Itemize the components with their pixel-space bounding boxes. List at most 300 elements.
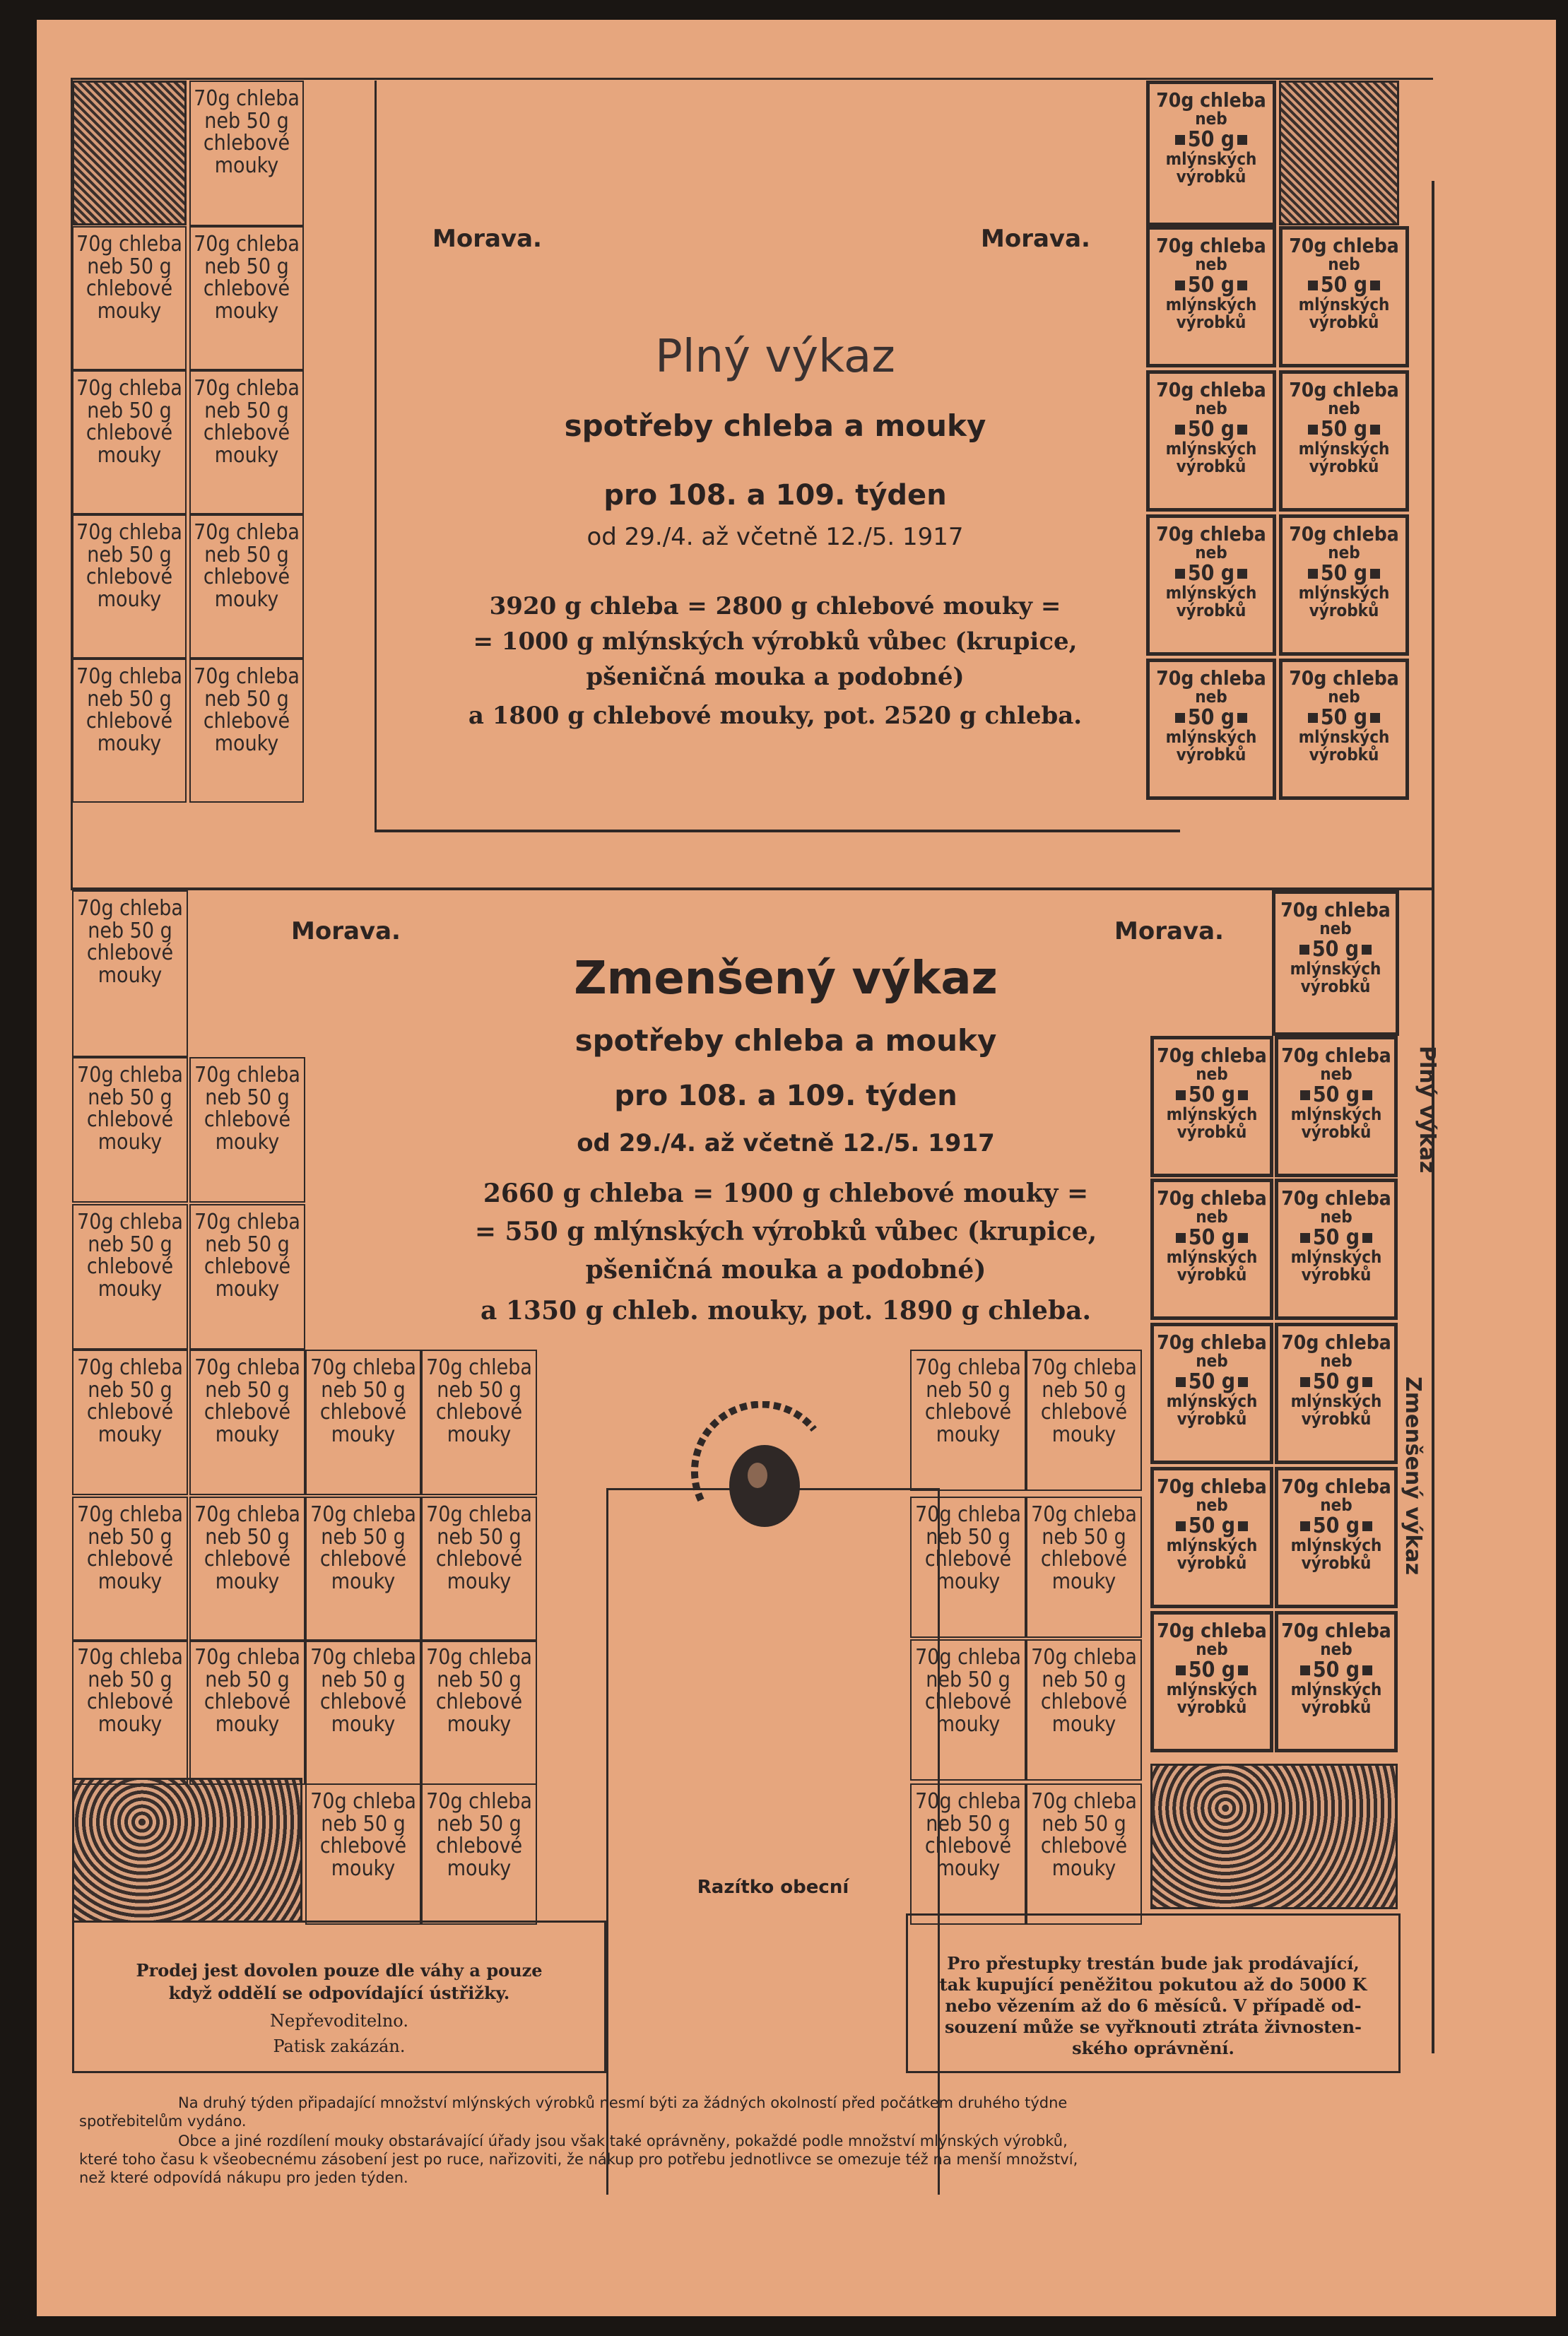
- coupon-line: 70g chleba: [310, 1355, 416, 1380]
- coupon-line: chlebové: [203, 131, 290, 155]
- mill-coupon[interactable]: [1275, 1179, 1398, 1320]
- coupon-line: chlebové: [924, 1689, 1012, 1714]
- coupon-line: chlebové: [1040, 1834, 1128, 1858]
- coupon-line: neb: [1195, 254, 1227, 275]
- coupon-line: mlýnských: [1290, 959, 1381, 979]
- mill-coupon[interactable]: [1275, 1611, 1398, 1752]
- bread-coupon[interactable]: [72, 890, 188, 1057]
- mill-coupon[interactable]: [1150, 1036, 1273, 1177]
- lower-left-pattern: [72, 1778, 302, 1923]
- coupon-line: 70g chleba: [77, 1063, 183, 1087]
- coupon-line: mouky: [214, 731, 279, 756]
- coupon-line: neb 50 g: [321, 1377, 406, 1403]
- coupon-line: chlebové: [86, 1400, 174, 1424]
- lower-frame-top: [71, 887, 1434, 890]
- mill-coupon[interactable]: [1150, 1323, 1273, 1464]
- coupon-line: 70g chleba: [1289, 522, 1399, 545]
- bread-coupon[interactable]: [189, 226, 304, 370]
- coupon-line: chlebové: [86, 1254, 174, 1279]
- coupon-line: 70g chleba: [915, 1502, 1021, 1527]
- notice-right-line4: souzení může se vyřknouti ztráta živnosten-: [945, 2017, 1362, 2037]
- coupon-line: mlýnských: [1290, 1247, 1382, 1268]
- mill-coupon[interactable]: [1146, 81, 1276, 226]
- bread-coupon[interactable]: [189, 1497, 305, 1642]
- bread-coupon[interactable]: [189, 1057, 305, 1203]
- coupon-line: mlýnských: [1298, 583, 1390, 603]
- coupon-line: mouky: [98, 1711, 163, 1737]
- coupon-line: mouky: [936, 1569, 1001, 1594]
- coupon-line: neb: [1196, 1495, 1228, 1516]
- coupon-line: neb: [1328, 254, 1360, 275]
- mill-coupon[interactable]: [1146, 659, 1276, 800]
- coupon-line: neb: [1195, 543, 1227, 563]
- coupon-line: 70g chleba: [915, 1789, 1021, 1814]
- coupon-line: neb 50 g: [204, 254, 289, 279]
- coupon-line: 70g chleba: [77, 1502, 183, 1527]
- coupon-line: chlebové: [435, 1547, 523, 1571]
- coupon-line: neb 50 g: [926, 1811, 1010, 1836]
- coupon-line: 50 g: [1150, 562, 1273, 585]
- coupon-line: mlýnských: [1165, 439, 1257, 459]
- coupon-line: 70g chleba: [1280, 898, 1391, 921]
- notice-right-line1: Pro přestupky trestán bude jak prodávající,: [947, 1953, 1360, 1974]
- coupon-line: neb 50 g: [87, 542, 172, 567]
- upper-line4: a 1800 g chlebové mouky, pot. 2520 g chleba.: [468, 702, 1083, 730]
- mill-coupon[interactable]: [1279, 514, 1409, 656]
- coupon-line: neb: [1320, 1639, 1352, 1660]
- coupon-line: neb 50 g: [87, 254, 172, 279]
- stamp-label: Razítko obecní: [697, 1877, 849, 1898]
- bread-coupon[interactable]: [1026, 1783, 1142, 1925]
- coupon-line: chlebové: [203, 420, 290, 445]
- coupon-line: výrobků: [1176, 312, 1246, 333]
- coupon-line: 70g chleba: [194, 232, 300, 256]
- coupon-line: neb: [1328, 543, 1360, 563]
- coupon-line: chlebové: [319, 1400, 407, 1424]
- coupon-line: 70g chleba: [194, 1645, 300, 1670]
- notice-left-line3: Nepřevoditelno.: [270, 2011, 408, 2031]
- footer-line2: spotřebitelům vydáno.: [79, 2113, 247, 2130]
- coupon-line: 70g chleba: [1156, 234, 1266, 257]
- coupon-line: mouky: [214, 153, 279, 178]
- coupon-line: neb 50 g: [204, 108, 289, 134]
- notice-right-line3: nebo vězením až do 6 měsíců. V případě od-: [945, 1995, 1362, 2016]
- official-seal-icon: [673, 1401, 856, 1571]
- coupon-line: 70g chleba: [194, 1355, 300, 1380]
- coupon-line: neb 50 g: [321, 1811, 406, 1836]
- coupon-line: chlebové: [204, 1254, 291, 1279]
- upper-text-border-left: [375, 81, 377, 831]
- coupon-line: výrobků: [1309, 312, 1379, 333]
- footer-line1: Na druhý týden připadající množství mlýnských výrobků nesmí býti za žádných okolností před počátkem druhého týdne: [178, 2094, 1068, 2111]
- coupon-line: chlebové: [204, 1689, 291, 1714]
- upper-subtitle: spotřeby chleba a mouky: [564, 408, 986, 443]
- lower-region-left: Morava.: [291, 917, 401, 945]
- mill-coupon[interactable]: [1279, 226, 1409, 367]
- coupon-line: chlebové: [204, 1547, 291, 1571]
- coupon-line: mouky: [98, 1422, 163, 1447]
- coupon-line: výrobků: [1301, 1409, 1372, 1429]
- footer-line5: než které odpovídá nákupu pro jeden týden.: [79, 2169, 408, 2186]
- coupon-line: 50 g: [1154, 1515, 1270, 1538]
- coupon-line: 70g chleba: [1157, 1044, 1267, 1067]
- coupon-line: neb 50 g: [88, 1524, 172, 1550]
- bread-coupon[interactable]: [189, 514, 304, 659]
- coupon-line: 50 g: [1283, 707, 1405, 729]
- coupon-line: neb 50 g: [437, 1524, 521, 1550]
- coupon-line: neb: [1320, 1495, 1352, 1516]
- bread-coupon[interactable]: [305, 1497, 421, 1642]
- coupon-line: chlebové: [86, 709, 173, 733]
- coupon-line: neb: [1328, 687, 1360, 707]
- coupon-line: chlebové: [86, 1547, 174, 1571]
- coupon-line: mouky: [447, 1856, 512, 1881]
- coupon-line: 70g chleba: [1156, 88, 1266, 112]
- coupon-line: chlebové: [86, 1107, 174, 1132]
- upper-text-border-bottom: [375, 830, 1180, 832]
- coupon-line: chlebové: [203, 565, 290, 589]
- bread-coupon[interactable]: [189, 370, 304, 514]
- coupon-line: 70g chleba: [1281, 1186, 1391, 1210]
- bread-coupon[interactable]: [421, 1497, 537, 1642]
- lower-subtitle: spotřeby chleba a mouky: [574, 1023, 997, 1058]
- coupon-line: mlýnských: [1166, 1680, 1258, 1700]
- coupon-line: mouky: [331, 1569, 396, 1594]
- coupon-line: 70g chleba: [426, 1355, 532, 1380]
- coupon-line: mouky: [97, 442, 162, 468]
- coupon-line: výrobků: [1301, 1265, 1372, 1285]
- coupon-line: 50 g: [1275, 938, 1396, 961]
- coupon-line: 50 g: [1154, 1659, 1270, 1682]
- coupon-line: 70g chleba: [76, 664, 182, 689]
- bread-coupon[interactable]: [910, 1350, 1026, 1491]
- coupon-line: výrobků: [1301, 1122, 1372, 1143]
- bread-coupon[interactable]: [910, 1783, 1026, 1925]
- coupon-line: chlebové: [319, 1547, 407, 1571]
- coupon-line: neb 50 g: [204, 398, 289, 423]
- coupon-line: 50 g: [1150, 418, 1273, 441]
- coupon-line: neb 50 g: [204, 542, 289, 567]
- coupon-line: výrobků: [1309, 601, 1379, 621]
- coupon-line: výrobků: [1309, 456, 1379, 477]
- coupon-line: neb: [1195, 687, 1227, 707]
- upper-line2: = 1000 g mlýnských výrobků vůbec (krupice,: [473, 627, 1078, 656]
- coupon-line: mouky: [98, 1129, 163, 1155]
- coupon-line: mouky: [936, 1856, 1001, 1881]
- coupon-line: chlebové: [435, 1689, 523, 1714]
- coupon-line: 50 g: [1154, 1371, 1270, 1393]
- bread-coupon[interactable]: [189, 1350, 305, 1495]
- mill-coupon[interactable]: [1279, 370, 1409, 512]
- coupon-line: neb 50 g: [205, 1524, 290, 1550]
- coupon-line: 70g chleba: [194, 520, 300, 545]
- coupon-line: 70g chleba: [915, 1645, 1021, 1670]
- coupon-line: neb 50 g: [88, 1085, 172, 1110]
- coupon-line: mlýnských: [1290, 1680, 1382, 1700]
- coupon-line: 70g chleba: [77, 896, 183, 921]
- notice-left-line2: když oddělí se odpovídající ústřižky.: [168, 1983, 510, 2003]
- coupon-line: 70g chleba: [1289, 378, 1399, 401]
- coupon-line: neb 50 g: [1042, 1377, 1126, 1403]
- coupon-line: 50 g: [1278, 1227, 1394, 1249]
- coupon-line: 50 g: [1283, 418, 1405, 441]
- upper-dates: od 29./4. až včetně 12./5. 1917: [586, 523, 964, 551]
- coupon-line: chlebové: [1040, 1689, 1128, 1714]
- stamp-area: [606, 1488, 940, 2195]
- coupon-line: neb 50 g: [926, 1667, 1010, 1692]
- bread-coupon[interactable]: [910, 1497, 1026, 1638]
- notice-left-line4: Patisk zakázán.: [273, 2036, 406, 2056]
- bread-coupon[interactable]: [1026, 1639, 1142, 1781]
- mill-coupon[interactable]: [1146, 370, 1276, 512]
- coupon-line: 70g chleba: [426, 1645, 532, 1670]
- coupon-line: výrobků: [1176, 745, 1246, 765]
- coupon-line: 70g chleba: [194, 86, 300, 111]
- coupon-line: neb: [1195, 399, 1227, 419]
- coupon-line: mlýnských: [1298, 439, 1390, 459]
- upper-region-right: Morava.: [981, 225, 1090, 253]
- coupon-line: 70g chleba: [310, 1645, 416, 1670]
- bread-coupon[interactable]: [72, 514, 187, 659]
- coupon-line: neb 50 g: [88, 1232, 172, 1257]
- mill-coupon[interactable]: [1275, 1036, 1398, 1177]
- coupon-line: neb: [1328, 399, 1360, 419]
- mill-coupon[interactable]: [1275, 1467, 1398, 1608]
- coupon-line: chlebové: [86, 1689, 174, 1714]
- coupon-line: výrobků: [1176, 167, 1246, 187]
- coupon-line: mlýnských: [1166, 1535, 1258, 1556]
- coupon-line: 50 g: [1150, 274, 1273, 297]
- coupon-line: mouky: [98, 1569, 163, 1594]
- coupon-line: chlebové: [86, 940, 174, 965]
- lower-title: Zmenšený výkaz: [574, 952, 998, 1005]
- coupon-line: chlebové: [1040, 1400, 1128, 1424]
- coupon-line: chlebové: [924, 1547, 1012, 1571]
- bread-coupon[interactable]: [189, 1204, 305, 1350]
- coupon-line: 70g chleba: [1156, 666, 1266, 690]
- coupon-line: 70g chleba: [1281, 1475, 1391, 1498]
- coupon-line: neb 50 g: [87, 398, 172, 423]
- upper-left-pattern: [72, 81, 187, 225]
- coupon-line: 50 g: [1278, 1515, 1394, 1538]
- bread-coupon[interactable]: [421, 1639, 537, 1785]
- mill-coupon[interactable]: [1150, 1467, 1273, 1608]
- coupon-line: neb 50 g: [321, 1667, 406, 1692]
- coupon-line: chlebové: [86, 276, 173, 301]
- bread-coupon[interactable]: [305, 1639, 421, 1785]
- coupon-line: neb 50 g: [205, 1667, 290, 1692]
- mill-coupon[interactable]: [1146, 226, 1276, 367]
- coupon-line: výrobků: [1177, 1553, 1247, 1574]
- coupon-line: 70g chleba: [77, 1210, 183, 1234]
- lower-dates: od 29./4. až včetně 12./5. 1917: [577, 1129, 995, 1157]
- coupon-line: 70g chleba: [1031, 1789, 1137, 1814]
- coupon-line: mlýnských: [1298, 295, 1390, 315]
- coupon-line: mlýnských: [1165, 583, 1257, 603]
- coupon-line: 70g chleba: [194, 376, 300, 401]
- coupon-line: neb: [1320, 1207, 1352, 1227]
- coupon-line: 70g chleba: [1031, 1645, 1137, 1670]
- upper-weeks: pro 108. a 109. týden: [603, 479, 947, 512]
- coupon-line: 50 g: [1150, 707, 1273, 729]
- coupon-line: neb: [1320, 1351, 1352, 1371]
- coupon-line: mouky: [447, 1711, 512, 1737]
- coupon-line: mouky: [936, 1711, 1001, 1737]
- coupon-line: 70g chleba: [1157, 1186, 1267, 1210]
- coupon-line: 70g chleba: [1031, 1355, 1137, 1380]
- mill-coupon[interactable]: [1150, 1611, 1273, 1752]
- coupon-line: 70g chleba: [77, 1355, 183, 1380]
- coupon-line: mouky: [215, 1569, 280, 1594]
- bread-coupon[interactable]: [910, 1639, 1026, 1781]
- footer-line4: které toho času k všeobecnému zásobení jest po ruce, nařizoviti, že nákup pro potřebu jednotlivce se omezuje též na menší množství,: [79, 2151, 1078, 2168]
- bread-coupon[interactable]: [305, 1783, 421, 1925]
- coupon-line: chlebové: [203, 276, 290, 301]
- coupon-line: mouky: [1051, 1711, 1116, 1737]
- coupon-line: mlýnských: [1165, 295, 1257, 315]
- coupon-line: 70g chleba: [194, 1502, 300, 1527]
- coupon-line: neb 50 g: [1042, 1811, 1126, 1836]
- coupon-line: 50 g: [1150, 129, 1273, 151]
- coupon-line: mouky: [1051, 1422, 1116, 1447]
- coupon-line: chlebové: [86, 420, 173, 445]
- lower-right-pattern: [1150, 1764, 1398, 1909]
- bread-coupon[interactable]: [421, 1350, 537, 1495]
- coupon-line: 70g chleba: [77, 1645, 183, 1670]
- coupon-line: 50 g: [1278, 1659, 1394, 1682]
- coupon-line: mouky: [214, 586, 279, 612]
- coupon-line: neb 50 g: [205, 1085, 290, 1110]
- upper-title: Plný výkaz: [655, 331, 895, 383]
- mill-coupon[interactable]: [1272, 890, 1399, 1036]
- coupon-line: 70g chleba: [426, 1789, 532, 1814]
- coupon-line: chlebové: [435, 1834, 523, 1858]
- coupon-line: neb 50 g: [1042, 1524, 1126, 1550]
- coupon-line: neb 50 g: [88, 1667, 172, 1692]
- coupon-line: 50 g: [1278, 1084, 1394, 1107]
- coupon-line: 70g chleba: [1157, 1619, 1267, 1642]
- coupon-line: mlýnských: [1290, 1104, 1382, 1125]
- coupon-line: 50 g: [1283, 274, 1405, 297]
- coupon-line: 70g chleba: [1281, 1619, 1391, 1642]
- coupon-line: chlebové: [924, 1400, 1012, 1424]
- coupon-line: 70g chleba: [1156, 522, 1266, 545]
- coupon-line: 70g chleba: [310, 1502, 416, 1527]
- coupon-line: mouky: [98, 962, 163, 988]
- bread-coupon[interactable]: [72, 1639, 188, 1785]
- coupon-line: neb: [1196, 1207, 1228, 1227]
- coupon-line: mouky: [214, 298, 279, 324]
- coupon-line: 70g chleba: [194, 1063, 300, 1087]
- coupon-line: mouky: [1051, 1569, 1116, 1594]
- side-label-reduced: Zmenšený výkaz: [1401, 1376, 1425, 1576]
- coupon-line: neb 50 g: [437, 1811, 521, 1836]
- coupon-line: neb 50 g: [88, 918, 172, 943]
- coupon-line: 70g chleba: [1281, 1044, 1391, 1067]
- coupon-line: mlýnských: [1290, 1391, 1382, 1412]
- coupon-line: neb 50 g: [204, 686, 289, 712]
- coupon-line: mlýnských: [1166, 1391, 1258, 1412]
- bread-coupon[interactable]: [72, 1497, 188, 1642]
- bread-coupon[interactable]: [421, 1783, 537, 1925]
- coupon-line: 70g chleba: [915, 1355, 1021, 1380]
- coupon-line: výrobků: [1176, 601, 1246, 621]
- bread-coupon[interactable]: [72, 659, 187, 803]
- side-label-full: Plný výkaz: [1415, 1046, 1439, 1174]
- mill-coupon[interactable]: [1146, 514, 1276, 656]
- coupon-line: 70g chleba: [76, 376, 182, 401]
- bread-coupon[interactable]: [305, 1350, 421, 1495]
- coupon-line: 70g chleba: [1031, 1502, 1137, 1527]
- coupon-line: 70g chleba: [1157, 1331, 1267, 1354]
- notice-right-line2: tak kupující peněžitou pokutou až do 5000 K: [939, 1974, 1367, 1995]
- coupon-line: neb: [1195, 109, 1227, 129]
- coupon-line: výrobků: [1177, 1122, 1247, 1143]
- coupon-line: výrobků: [1300, 977, 1371, 997]
- bread-coupon[interactable]: [189, 81, 304, 226]
- coupon-line: mouky: [447, 1422, 512, 1447]
- bread-coupon[interactable]: [72, 1350, 188, 1495]
- bread-coupon[interactable]: [72, 1204, 188, 1350]
- coupon-line: neb 50 g: [926, 1377, 1010, 1403]
- coupon-line: mouky: [331, 1422, 396, 1447]
- notice-left-line1: Prodej jest dovolen pouze dle váhy a pouze: [136, 1960, 543, 1981]
- coupon-line: neb: [1319, 919, 1352, 939]
- coupon-line: chlebové: [203, 709, 290, 733]
- coupon-line: chlebové: [204, 1107, 291, 1132]
- coupon-line: neb 50 g: [87, 686, 172, 712]
- mill-coupon[interactable]: [1279, 659, 1409, 800]
- ration-sheet: [37, 20, 1556, 2316]
- coupon-line: mlýnských: [1165, 149, 1257, 170]
- coupon-line: mouky: [214, 442, 279, 468]
- coupon-line: mouky: [215, 1422, 280, 1447]
- bread-coupon[interactable]: [189, 1639, 305, 1785]
- bread-coupon[interactable]: [72, 1057, 188, 1203]
- coupon-line: neb 50 g: [205, 1377, 290, 1403]
- coupon-line: 50 g: [1154, 1227, 1270, 1249]
- coupon-line: mlýnských: [1298, 727, 1390, 748]
- mill-coupon[interactable]: [1275, 1323, 1398, 1464]
- mill-coupon[interactable]: [1150, 1179, 1273, 1320]
- coupon-line: neb 50 g: [437, 1377, 521, 1403]
- coupon-line: neb: [1196, 1639, 1228, 1660]
- coupon-line: neb: [1320, 1064, 1352, 1085]
- coupon-line: chlebové: [319, 1834, 407, 1858]
- bread-coupon[interactable]: [1026, 1497, 1142, 1638]
- bread-coupon[interactable]: [1026, 1350, 1142, 1491]
- coupon-line: výrobků: [1176, 456, 1246, 477]
- bread-coupon[interactable]: [72, 370, 187, 514]
- coupon-line: chlebové: [204, 1400, 291, 1424]
- lower-line3: pšeničná mouka a podobné): [585, 1255, 986, 1285]
- lower-line1: 2660 g chleba = 1900 g chlebové mouky =: [483, 1179, 1089, 1208]
- coupon-line: 70g chleba: [76, 232, 182, 256]
- coupon-line: 70g chleba: [194, 664, 300, 689]
- coupon-line: mouky: [331, 1711, 396, 1737]
- bread-coupon[interactable]: [189, 659, 304, 803]
- bread-coupon[interactable]: [72, 226, 187, 370]
- coupon-line: 70g chleba: [310, 1789, 416, 1814]
- coupon-line: mouky: [936, 1422, 1001, 1447]
- upper-right-pattern: [1279, 81, 1399, 225]
- lower-line2: = 550 g mlýnských výrobků vůbec (krupice,: [474, 1217, 1097, 1246]
- coupon-line: výrobků: [1177, 1265, 1247, 1285]
- coupon-line: mouky: [97, 586, 162, 612]
- coupon-line: chlebové: [924, 1834, 1012, 1858]
- coupon-line: neb 50 g: [88, 1377, 172, 1403]
- coupon-line: chlebové: [1040, 1547, 1128, 1571]
